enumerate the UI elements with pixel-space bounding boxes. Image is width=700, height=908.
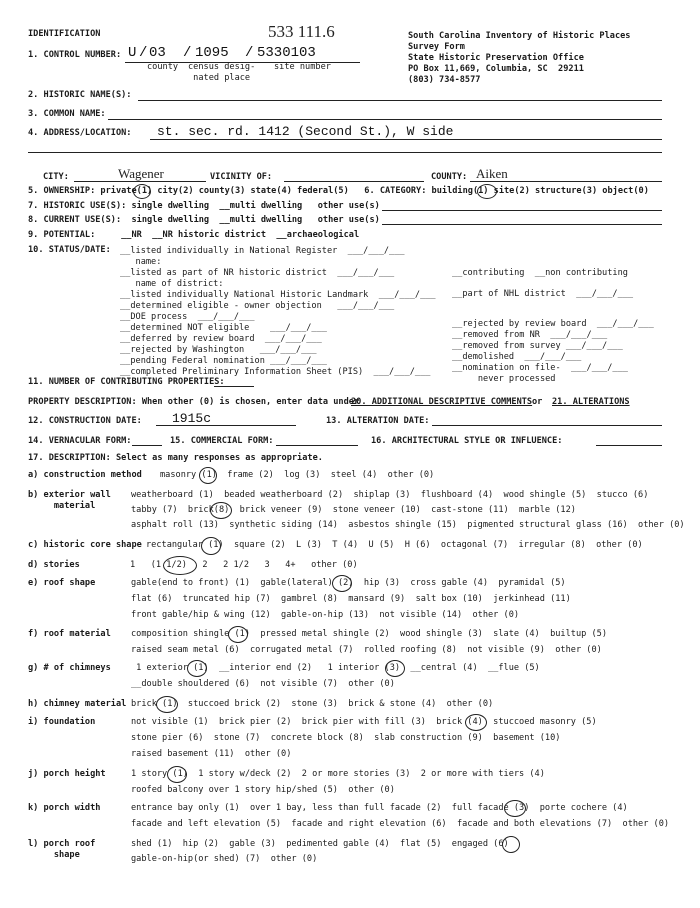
status-item: __rejected by review board ___/___/___ xyxy=(452,319,654,329)
foundation-options: raised basement (11) other (0) xyxy=(131,749,292,759)
chimneys-label: g) # of chimneys xyxy=(28,663,111,673)
status-item: __completed Preliminary Information Sheet (PIS) ___/___/___ xyxy=(120,367,431,377)
county-value[interactable]: Aiken xyxy=(476,166,508,181)
roof-shape-label: e) roof shape xyxy=(28,578,96,588)
historic-use-line: 7. HISTORIC USE(S): single dwelling __multi dwelling other use(s) xyxy=(28,201,380,211)
handwritten-site-number: 533 111.6 xyxy=(268,22,335,41)
core-shape-label: c) historic core shape xyxy=(28,540,142,550)
control-u[interactable]: U xyxy=(128,45,137,61)
contributing-properties-label: 11. NUMBER OF CONTRIBUTING PROPERTIES: xyxy=(28,377,225,387)
construction-date-label: 12. CONSTRUCTION DATE: xyxy=(28,416,142,426)
status-item: __part of NHL district ___/___/___ xyxy=(452,289,634,299)
selection-circle xyxy=(187,660,207,677)
selection-circle xyxy=(201,537,221,555)
porch-height-options: roofed balcony over 1 story hip/shed (5) other (0) xyxy=(131,785,395,795)
status-item: __pending Federal nomination ___/___/___ xyxy=(120,356,327,366)
status-item: __demolished ___/___/___ xyxy=(452,352,582,362)
site-caption: site number xyxy=(274,62,331,72)
control-site[interactable]: 5330103 xyxy=(257,45,316,61)
alteration-date-label: 13. ALTERATION DATE: xyxy=(326,416,430,426)
construction-method-options: masonry (1) frame (2) log (3) steel (4) other (0) xyxy=(160,470,435,480)
status-left-column xyxy=(120,246,436,378)
historic-name-label: 2. HISTORIC NAME(S): xyxy=(28,90,132,100)
exterior-wall-options: asphalt roll (13) synthetic siding (14) asbestos shingle (15) pigmented structural glass (16) other (0) xyxy=(131,520,685,530)
chimneys-options: __double shouldered (6) not visible (7) other (0) xyxy=(131,679,395,689)
status-item: __listed individually National Historic Landmark ___/___/___ xyxy=(120,290,436,300)
vernacular-form-label: 14. VERNACULAR FORM: xyxy=(28,436,132,446)
status-item: name of district: xyxy=(120,279,224,289)
selection-circle xyxy=(385,660,405,677)
selection-circle xyxy=(163,556,197,575)
property-description-note: PROPERTY DESCRIPTION: When other (0) is chosen, enter data under xyxy=(28,397,360,407)
status-item: __contributing __non contributing xyxy=(452,268,628,278)
control-number-label: 1. CONTROL NUMBER: xyxy=(28,50,122,60)
porch-height-options: 1 story (1) 1 story w/deck (2) 2 or more stories (3) 2 or more with tiers (4) xyxy=(131,769,545,779)
foundation-options: not visible (1) brick pier (2) brick pier with fill (3) brick (4) stuccoed masonry (5) xyxy=(131,717,597,727)
additional-comments-ref: 20. ADDITIONAL DESCRIPTIVE COMMENTS xyxy=(351,397,533,407)
status-item: name: xyxy=(120,257,162,267)
stories-options: 1 (1 1/2) 2 2 1/2 3 4+ other (0) xyxy=(130,560,358,570)
selection-circle xyxy=(504,800,526,817)
selection-circle xyxy=(210,502,232,519)
stories-label: d) stories xyxy=(28,560,80,570)
selection-circle xyxy=(502,836,520,853)
foundation-options: stone pier (6) stone (7) concrete block (8) slab construction (9) basement (10) xyxy=(131,733,561,743)
porch-roof-options: shed (1) hip (2) gable (3) pedimented gable (4) flat (5) engaged (6) xyxy=(131,839,509,849)
city-label: CITY: xyxy=(43,172,69,182)
status-item: __determined eligible - owner objection ___/___/___ xyxy=(120,301,395,311)
architectural-style-label: 16. ARCHITECTURAL STYLE OR INFLUENCE: xyxy=(371,436,563,446)
porch-height-label: j) porch height xyxy=(28,769,106,779)
county-label: COUNTY: xyxy=(431,172,468,182)
status-item: never processed xyxy=(452,374,556,384)
core-shape-options: rectangular (1) square (2) L (3) T (4) U (5) H (6) octagonal (7) irregular (8) other (0) xyxy=(146,540,643,550)
chimney-material-label: h) chimney material xyxy=(28,699,127,709)
construction-method-label: a) construction method xyxy=(28,470,142,480)
address-value[interactable]: st. sec. rd. 1412 (Second St.), W side xyxy=(157,124,454,139)
status-item: __determined NOT eligible ___/___/___ xyxy=(120,323,327,333)
roof-material-label: f) roof material xyxy=(28,629,111,639)
porch-roof-options: gable-on-hip(or shed) (7) other (0) xyxy=(131,854,318,864)
ownership-category-line: 5. OWNERSHIP: private(1) city(2) county(3) state(4) federal(5) 6. CATEGORY: building(1) site(2) structure(3) object(0) xyxy=(28,186,649,196)
foundation-label: i) foundation xyxy=(28,717,96,727)
status-item: __DOE process ___/___/___ xyxy=(120,312,255,322)
exterior-wall-label: b) exterior wall material xyxy=(28,490,111,511)
selection-circle xyxy=(477,184,497,199)
porch-width-options: facade and left elevation (5) facade and right elevation (6) facade and both elevations (7) other (0) xyxy=(131,819,670,829)
construction-date-value[interactable]: 1915c xyxy=(172,411,212,426)
roof-shape-options: flat (6) truncated hip (7) gambrel (8) mansard (9) salt box (10) jerkinhead (11) xyxy=(131,594,571,604)
or-text: or xyxy=(532,397,543,407)
selection-circle xyxy=(133,184,151,199)
porch-width-label: k) porch width xyxy=(28,803,101,813)
alterations-ref: 21. ALTERATIONS xyxy=(552,397,630,407)
control-census[interactable]: 1095 xyxy=(195,45,229,61)
agency-line: Survey Form xyxy=(408,42,465,52)
address-label: 4. ADDRESS/LOCATION: xyxy=(28,128,132,138)
roof-material-options: composition shingle (1) pressed metal shingle (2) wood shingle (3) slate (4) builtup (5) xyxy=(131,629,607,639)
roof-shape-options: front gable/hip & wing (12) gable-on-hip (13) not visible (14) other (0) xyxy=(131,610,520,620)
current-use-line: 8. CURRENT USE(S): single dwelling __multi dwelling other use(s) xyxy=(28,215,380,225)
agency-block xyxy=(408,31,630,86)
porch-roof-label: l) porch roof shape xyxy=(28,839,96,860)
vicinity-label: VICINITY OF: xyxy=(210,172,273,182)
roof-shape-options: gable(end to front) (1) gable(lateral) (2) hip (3) cross gable (4) pyramidal (5) xyxy=(131,578,566,588)
census-caption: census desig- nated place xyxy=(188,62,256,83)
status-item: __removed from NR ___/___/___ xyxy=(452,330,608,340)
commercial-form-label: 15. COMMERCIAL FORM: xyxy=(170,436,274,446)
exterior-wall-options: tabby (7) brick(8) brick veneer (9) stone veneer (10) cast-stone (11) marble (12) xyxy=(131,505,576,515)
selection-circle xyxy=(332,575,352,592)
city-value[interactable]: Wagener xyxy=(118,166,164,181)
selection-circle xyxy=(167,766,187,783)
common-name-label: 3. COMMON NAME: xyxy=(28,109,106,119)
chimney-material-options: brick (1) stuccoed brick (2) stone (3) brick & stone (4) other (0) xyxy=(131,699,494,709)
agency-line: (803) 734-8577 xyxy=(408,75,481,85)
description-heading: 17. DESCRIPTION: Select as many responses as appropriate. xyxy=(28,453,323,463)
selection-circle xyxy=(156,696,178,713)
status-item: __rejected by Washington ___/___/___ xyxy=(120,345,317,355)
status-item: __deferred by review board ___/___/___ xyxy=(120,334,322,344)
status-item: __listed individually in National Register ___/___/___ xyxy=(120,246,405,256)
roof-material-options: raised seam metal (6) corrugated metal (7) rolled roofing (8) not visible (9) other (0) xyxy=(131,645,602,655)
agency-line: PO Box 11,669, Columbia, SC 29211 xyxy=(408,64,584,74)
county-caption: county xyxy=(147,62,179,72)
potential-line: 9. POTENTIAL: __NR __NR historic district __archaeological xyxy=(28,230,360,240)
identification-heading: IDENTIFICATION xyxy=(28,29,101,39)
status-item: __removed from survey ___/___/___ xyxy=(452,341,623,351)
status-item: __nomination on file- ___/___/___ xyxy=(452,363,628,373)
chimneys-options: 1 exterior (1) __interior end (2) 1 interior (3) __central (4) __flue (5) xyxy=(131,663,540,673)
status-item: __listed as part of NR historic district ___/___/___ xyxy=(120,268,395,278)
status-date-label: 10. STATUS/DATE: xyxy=(28,245,111,255)
agency-line: South Carolina Inventory of Historic Places xyxy=(408,31,631,41)
selection-circle xyxy=(465,714,487,731)
control-county[interactable]: 03 xyxy=(149,45,166,61)
selection-circle xyxy=(228,626,248,643)
agency-line: State Historic Preservation Office xyxy=(408,53,584,63)
exterior-wall-options: weatherboard (1) beaded weatherboard (2) shiplap (3) flushboard (4) wood shingle (5) stucco (6) xyxy=(131,490,649,500)
porch-width-options: entrance bay only (1) over 1 bay, less than full facade (2) full facade (3) porte cochere (4) xyxy=(131,803,628,813)
selection-circle xyxy=(199,467,217,484)
